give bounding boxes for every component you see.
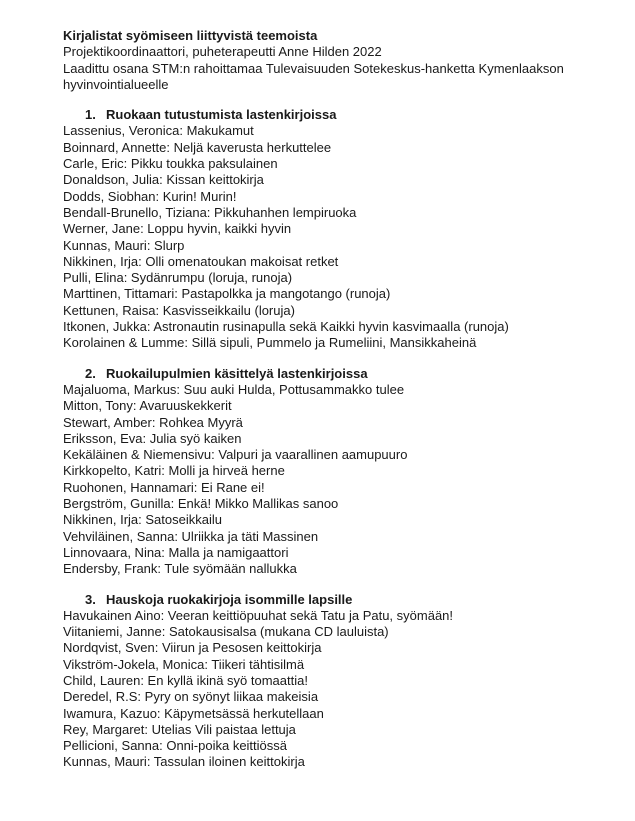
book-list-item: Donaldson, Julia: Kissan keittokirja [63,172,264,188]
document-title: Kirjalistat syömiseen liittyvistä teemoista [63,28,318,43]
book-list-item: Rey, Margaret: Utelias Vili paistaa lettuja [63,721,296,737]
book-list-item: Itkonen, Jukka: Astronautin rusinapulla sekä Kaikki hyvin kasvimaalla (runoja) [63,319,509,335]
book-list-item: Werner, Jane: Loppu hyvin, kaikki hyvin [63,221,292,237]
book-list-item: Linnovaara, Nina: Malla ja namigaattori [63,544,289,560]
book-list-item: Vehviläinen, Sanna: Ulriikka ja täti Massinen [63,528,319,544]
section-2-heading [63,366,580,382]
book-list-item: Endersby, Frank: Tule syömään nallukka [63,561,297,577]
book-list-item: Kettunen, Raisa: Kasvisseikkailu (loruja) [63,302,295,318]
section-2 [63,366,580,578]
section-3-number: 3. [85,591,96,607]
funding-line-wrap: hyvinvointialueelle [63,76,169,92]
section-2-number: 2. [85,365,96,381]
section-2-title: Ruokailupulmien käsittelyä lastenkirjoissa [106,365,368,381]
book-list-item: Iwamura, Kazuo: Käpymetsässä herkutellaan [63,705,324,721]
section-3 [63,592,580,771]
book-list-item: Boinnard, Annette: Neljä kaverusta herkuttelee [63,139,332,155]
book-list-item: Eriksson, Eva: Julia syö kaiken [63,430,242,446]
book-list-item: Carle, Eric: Pikku toukka paksulainen [63,156,278,172]
book-list-item: Bendall-Brunello, Tiziana: Pikkuhanhen lempiruoka [63,204,357,220]
section-1 [63,107,580,351]
book-list-item: Kunnas, Mauri: Slurp [63,237,185,253]
book-list-item: Ruohonen, Hannamari: Ei Rane ei! [63,479,265,495]
book-list-item: Nikkinen, Irja: Satoseikkailu [63,512,222,528]
book-list-item: Deredel, R.S: Pyry on syönyt liikaa makeisia [63,689,319,705]
book-list-item: Mitton, Tony: Avaruuskekkerit [63,398,232,414]
book-list-item: Kunnas, Mauri: Tassulan iloinen keittokirja [63,754,305,770]
book-list-item: Marttinen, Tittamari: Pastapolkka ja mangotango (runoja) [63,286,391,302]
book-list-item: Vikström-Jokela, Monica: Tiikeri tähtisilmä [63,656,305,672]
book-list-item: Majaluoma, Markus: Suu auki Hulda, Pottusammakko tulee [63,381,405,397]
book-list-item: Child, Lauren: En kyllä ikinä syö tomaattia! [63,672,308,688]
book-list-item: Kekäläinen & Niemensivu: Valpuri ja vaarallinen aamupuuro [63,447,408,463]
book-list-item: Stewart, Amber: Rohkea Myyrä [63,414,243,430]
author-line: Projektikoordinaattori, puheterapeutti Anne Hilden 2022 [63,44,382,60]
section-1-title: Ruokaan tutustumista lastenkirjoissa [106,107,337,123]
book-list-item: Pulli, Elina: Sydänrumpu (loruja, runoja) [63,270,293,286]
book-list-item: Lassenius, Veronica: Makukamut [63,123,254,139]
section-1-number: 1. [85,107,96,123]
section-1-heading [63,107,580,123]
book-list-item: Nordqvist, Sven: Viirun ja Pesosen keittokirja [63,640,322,656]
funding-line: Laadittu osana STM:n rahoittamaa Tulevaisuuden Sotekeskus-hanketta Kymenlaakson [63,60,564,76]
book-list-item: Viitaniemi, Janne: Satokausisalsa (mukana CD lauluista) [63,624,389,640]
book-list-item: Havukainen Aino: Veeran keittiöpuuhat sekä Tatu ja Patu, syömään! [63,607,454,623]
book-list-item: Bergström, Gunilla: Enkä! Mikko Mallikas sanoo [63,496,339,512]
book-list-item: Pellicioni, Sanna: Onni-poika keittiössä [63,738,288,754]
section-3-title: Hauskoja ruokakirjoja isommille lapsille [106,591,353,607]
book-list-item: Kirkkopelto, Katri: Molli ja hirveä herne [63,463,285,479]
book-list-item: Nikkinen, Irja: Olli omenatoukan makoisat retket [63,253,339,269]
book-list-item: Korolainen & Lumme: Sillä sipuli, Pummelo ja Rumeliini, Mansikkaheinä [63,335,477,351]
section-3-heading [63,592,580,608]
book-list-item: Dodds, Siobhan: Kurin! Murin! [63,188,237,204]
